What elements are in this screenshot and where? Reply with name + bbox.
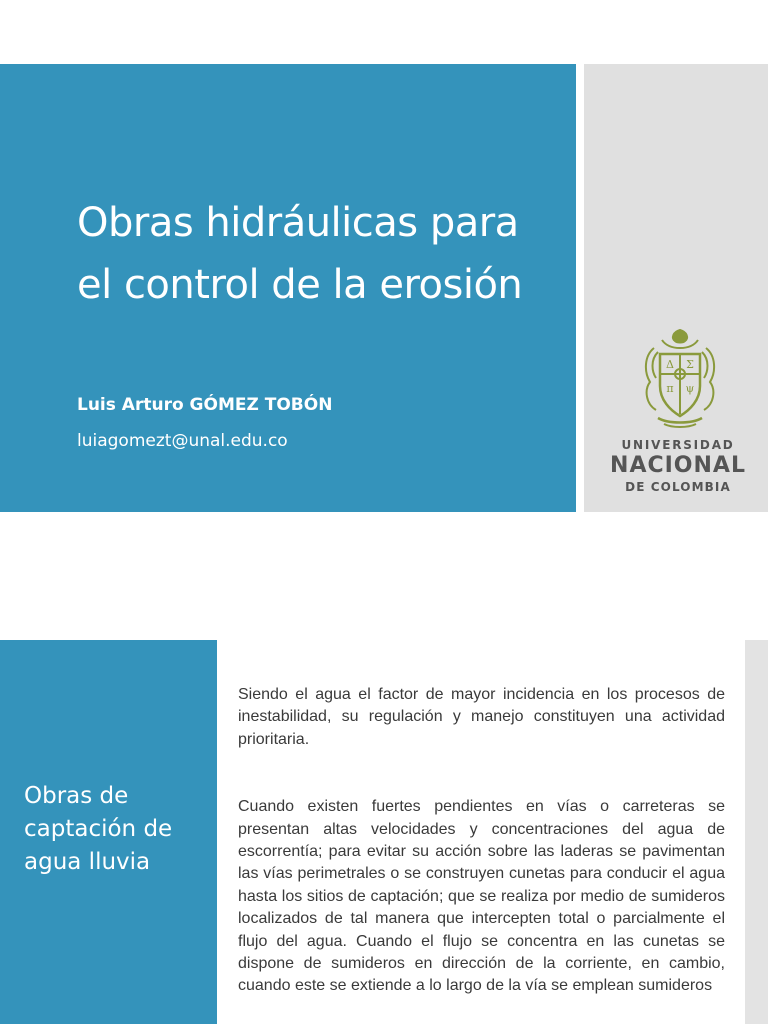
wordmark-line-2: NACIONAL	[610, 453, 746, 478]
svg-text:Δ: Δ	[666, 358, 674, 371]
presentation-title: Obras hidráulicas para el control de la erosión	[77, 200, 523, 308]
section-heading: Obras de captación de agua lluvia	[24, 783, 173, 875]
university-wordmark	[596, 438, 760, 494]
section-panel	[0, 640, 217, 1024]
university-crest-icon	[640, 326, 720, 430]
wordmark-line-3: DE COLOMBIA	[625, 480, 731, 494]
paragraph-1: Siendo el agua el factor de mayor incidencia en los procesos de inestabilidad, su regulación y manejo constituyen una actividad prioritaria.	[238, 686, 725, 748]
wordmark-line-1: UNIVERSIDAD	[621, 438, 735, 452]
paragraph-2: Cuando existen fuertes pendientes en vías o carreteras se presentan altas velocidades y concentraciones del agua de escorrentía; para evitar su acción sobre las laderas se pavimentan las vías perimetrales o se construyen cunetas para conducir el agua hasta los sitios de captación; que se realiza por medio de sumideros localizados de tal manera que intercepten total o parcialmente el flujo del agua. Cuando el flujo se concentra en las cunetas se dispone de sumideros en dirección de la corriente, en cambio, cuando este se extiende a lo largo de la vía se emplean sumideros	[238, 798, 725, 995]
side-strip	[745, 640, 768, 1024]
title-slide	[0, 64, 768, 512]
content-slide	[0, 640, 768, 1024]
title-panel	[0, 64, 576, 512]
author-email: luiagomezt@unal.edu.co	[77, 431, 288, 451]
svg-text:Σ: Σ	[686, 358, 694, 371]
logo-panel	[584, 64, 768, 512]
slide-body	[238, 684, 725, 998]
svg-text:π: π	[666, 382, 674, 395]
author-name: Luis Arturo GÓMEZ TOBÓN	[77, 395, 333, 415]
svg-text:ψ: ψ	[685, 382, 695, 395]
